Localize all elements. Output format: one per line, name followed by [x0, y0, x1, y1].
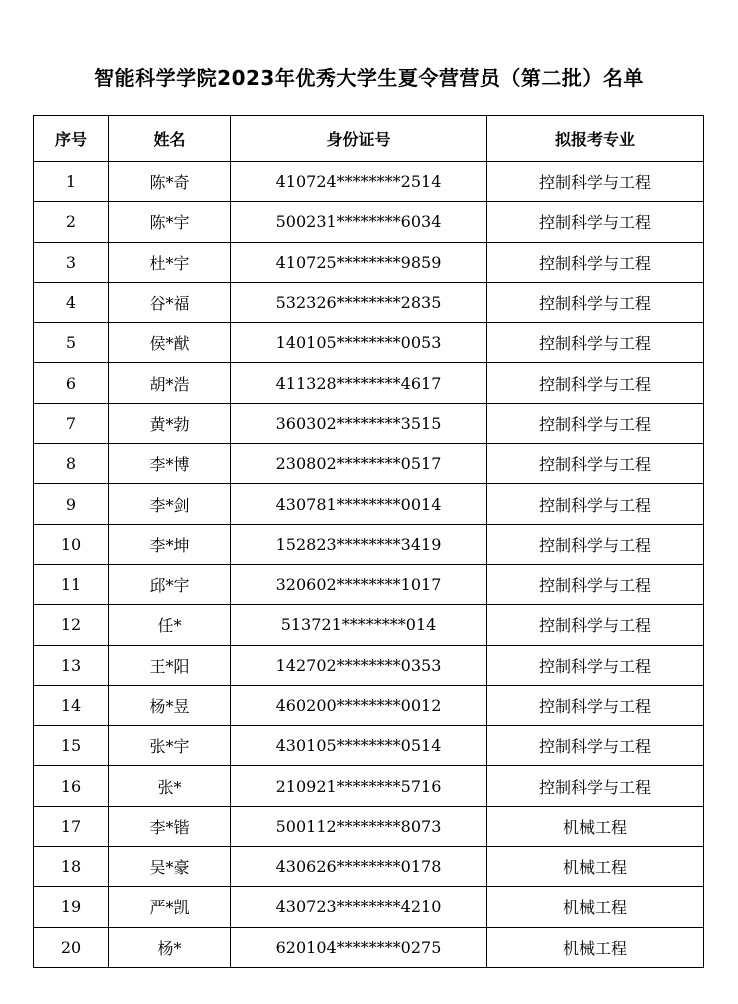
cell-seq: 4	[34, 282, 109, 322]
cell-name: 黄*勃	[109, 403, 231, 443]
cell-seq: 20	[34, 927, 109, 967]
cell-major: 机械工程	[487, 806, 704, 846]
cell-name: 张*	[109, 766, 231, 806]
cell-name: 张*宇	[109, 726, 231, 766]
cell-id-number: 230802********0517	[231, 444, 487, 484]
cell-seq: 14	[34, 685, 109, 725]
cell-name: 王*阳	[109, 645, 231, 685]
cell-major: 控制科学与工程	[487, 363, 704, 403]
cell-name: 李*剑	[109, 484, 231, 524]
table-row	[34, 645, 704, 685]
cell-id-number: 500231********6034	[231, 202, 487, 242]
cell-id-number: 500112********8073	[231, 806, 487, 846]
cell-id-number: 430105********0514	[231, 726, 487, 766]
cell-name: 邱*宇	[109, 564, 231, 604]
cell-seq: 6	[34, 363, 109, 403]
cell-major: 控制科学与工程	[487, 766, 704, 806]
header-major: 拟报考专业	[487, 116, 704, 162]
cell-major: 控制科学与工程	[487, 242, 704, 282]
page-title: 智能科学学院2023年优秀大学生夏令营营员（第二批）名单	[94, 66, 644, 90]
table-row	[34, 685, 704, 725]
cell-name: 李*锴	[109, 806, 231, 846]
cell-major: 控制科学与工程	[487, 323, 704, 363]
cell-id-number: 430781********0014	[231, 484, 487, 524]
cell-seq: 8	[34, 444, 109, 484]
cell-id-number: 430723********4210	[231, 887, 487, 927]
cell-id-number: 410725********9859	[231, 242, 487, 282]
cell-major: 控制科学与工程	[487, 524, 704, 564]
cell-name: 李*博	[109, 444, 231, 484]
cell-name: 杜*宇	[109, 242, 231, 282]
cell-major: 控制科学与工程	[487, 605, 704, 645]
cell-name: 陈*宇	[109, 202, 231, 242]
cell-major: 控制科学与工程	[487, 726, 704, 766]
cell-name: 侯*猷	[109, 323, 231, 363]
cell-major: 控制科学与工程	[487, 645, 704, 685]
table-row	[34, 766, 704, 806]
table-row	[34, 484, 704, 524]
cell-major: 控制科学与工程	[487, 484, 704, 524]
cell-id-number: 513721********014	[231, 605, 487, 645]
header-seq: 序号	[34, 116, 109, 162]
cell-major: 控制科学与工程	[487, 564, 704, 604]
cell-major: 控制科学与工程	[487, 282, 704, 322]
table-row	[34, 444, 704, 484]
cell-seq: 5	[34, 323, 109, 363]
cell-name: 李*坤	[109, 524, 231, 564]
table-row	[34, 847, 704, 887]
cell-seq: 15	[34, 726, 109, 766]
cell-seq: 7	[34, 403, 109, 443]
table-row	[34, 726, 704, 766]
cell-id-number: 152823********3419	[231, 524, 487, 564]
cell-seq: 10	[34, 524, 109, 564]
cell-major: 控制科学与工程	[487, 202, 704, 242]
cell-major: 控制科学与工程	[487, 685, 704, 725]
cell-seq: 9	[34, 484, 109, 524]
cell-id-number: 532326********2835	[231, 282, 487, 322]
table-row	[34, 524, 704, 564]
cell-id-number: 140105********0053	[231, 323, 487, 363]
table-row	[34, 605, 704, 645]
cell-seq: 16	[34, 766, 109, 806]
table-row	[34, 363, 704, 403]
cell-id-number: 410724********2514	[231, 162, 487, 202]
table-row	[34, 323, 704, 363]
cell-id-number: 620104********0275	[231, 927, 487, 967]
cell-seq: 12	[34, 605, 109, 645]
cell-id-number: 460200********0012	[231, 685, 487, 725]
cell-name: 谷*福	[109, 282, 231, 322]
table-row	[34, 202, 704, 242]
roster-table	[33, 115, 704, 968]
table-row	[34, 282, 704, 322]
cell-major: 控制科学与工程	[487, 403, 704, 443]
table-row	[34, 927, 704, 967]
cell-name: 吴*豪	[109, 847, 231, 887]
cell-seq: 1	[34, 162, 109, 202]
table-row	[34, 806, 704, 846]
cell-id-number: 430626********0178	[231, 847, 487, 887]
cell-id-number: 142702********0353	[231, 645, 487, 685]
cell-seq: 11	[34, 564, 109, 604]
cell-seq: 2	[34, 202, 109, 242]
cell-major: 控制科学与工程	[487, 444, 704, 484]
cell-major: 机械工程	[487, 887, 704, 927]
header-name: 姓名	[109, 116, 231, 162]
cell-id-number: 360302********3515	[231, 403, 487, 443]
cell-seq: 17	[34, 806, 109, 846]
cell-major: 控制科学与工程	[487, 162, 704, 202]
cell-id-number: 210921********5716	[231, 766, 487, 806]
cell-name: 严*凯	[109, 887, 231, 927]
cell-name: 胡*浩	[109, 363, 231, 403]
cell-id-number: 411328********4617	[231, 363, 487, 403]
table-row	[34, 162, 704, 202]
table-row	[34, 403, 704, 443]
cell-seq: 13	[34, 645, 109, 685]
cell-seq: 3	[34, 242, 109, 282]
cell-major: 机械工程	[487, 847, 704, 887]
cell-seq: 18	[34, 847, 109, 887]
cell-major: 机械工程	[487, 927, 704, 967]
cell-name: 杨*	[109, 927, 231, 967]
cell-seq: 19	[34, 887, 109, 927]
header-id-number: 身份证号	[231, 116, 487, 162]
table-row	[34, 887, 704, 927]
cell-id-number: 320602********1017	[231, 564, 487, 604]
cell-name: 陈*奇	[109, 162, 231, 202]
table-row	[34, 564, 704, 604]
cell-name: 杨*昱	[109, 685, 231, 725]
table-row	[34, 242, 704, 282]
cell-name: 任*	[109, 605, 231, 645]
table-header-row	[34, 116, 704, 162]
